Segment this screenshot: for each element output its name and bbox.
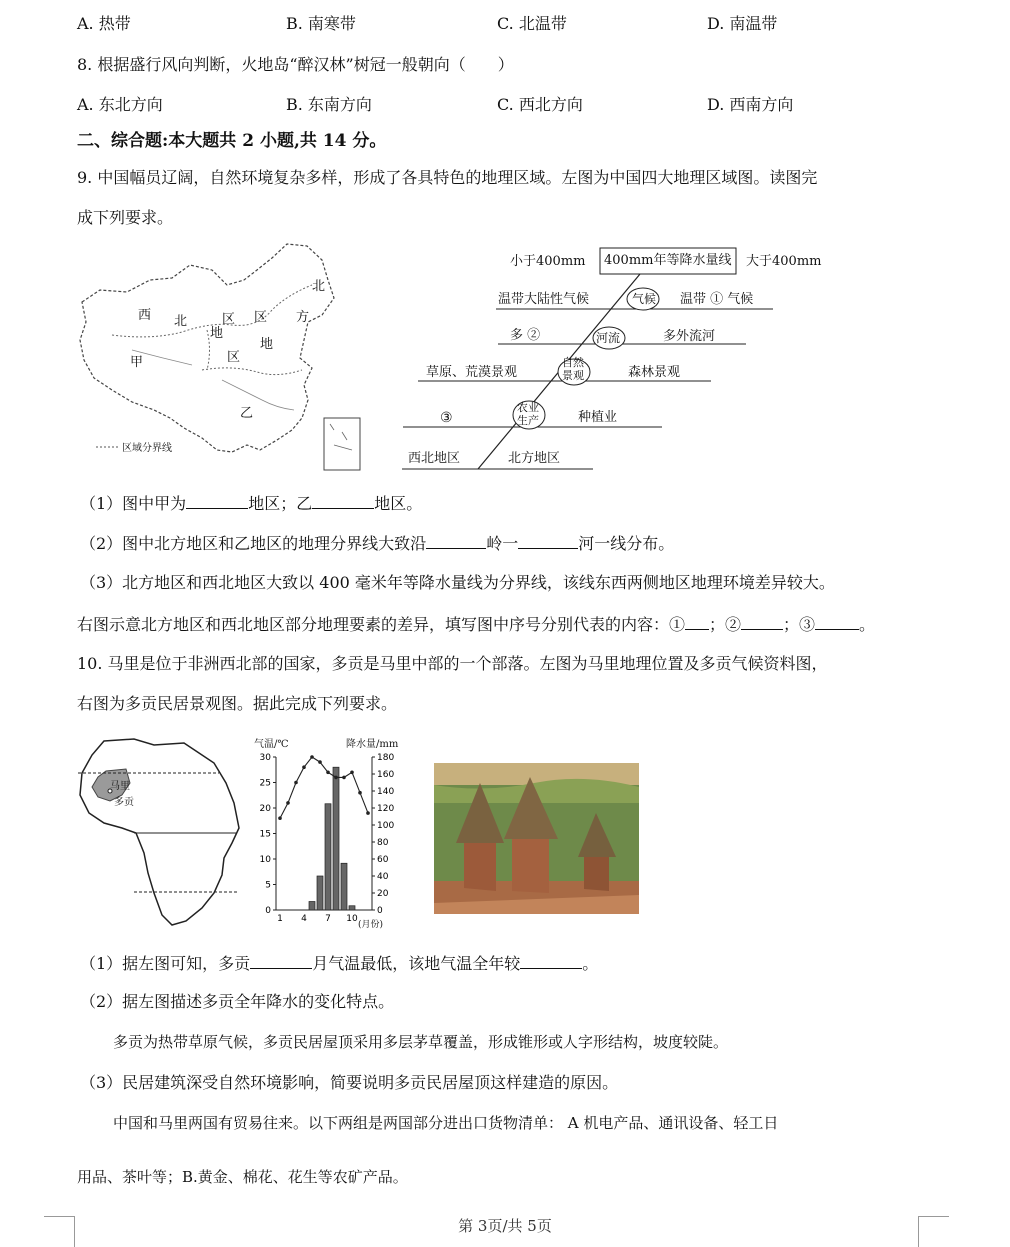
q9-sub3-line1: （3）北方地区和西北地区大致以 400 毫米年等降水量线为分界线，该线东西两侧地区地理环境差异较大。: [80, 573, 835, 592]
diagram-row3-node-1: 自然: [562, 356, 584, 369]
diagram-row3-left: 草原、荒漠景观: [426, 365, 518, 380]
map-label-xi: 西: [138, 308, 152, 323]
right-tick-label: 60: [377, 855, 389, 865]
map-label-bei2: 北: [312, 279, 326, 294]
temperature-point: [342, 776, 346, 780]
q8-option-b: B. 东南方向: [286, 95, 372, 114]
map-legend-label: 区域分界线: [122, 443, 172, 454]
temperature-point: [358, 791, 362, 795]
map-label-qu: 区: [227, 350, 241, 365]
q9-sub1: （1）图中甲为 地区；乙 地区。: [80, 494, 423, 513]
africa-label-dogon: 多贡: [114, 797, 134, 808]
right-tick-label: 140: [377, 787, 395, 797]
q10-text2-line2: 用品、茶叶等；B.黄金、棉花、花生等农矿产品。: [77, 1168, 408, 1186]
precip-bar: [349, 906, 355, 910]
right-tick-label: 180: [377, 753, 395, 763]
map-label-yi: 乙: [240, 406, 254, 421]
right-tick-label: 80: [377, 838, 389, 848]
precip-bar: [325, 804, 331, 910]
diagram-bottom-left: 西北地区: [408, 451, 461, 466]
china-regions-map: [72, 240, 372, 475]
left-tick-label: 20: [259, 804, 271, 814]
map-label-fang: 方: [296, 310, 310, 325]
q7-option-a: A. 热带: [77, 14, 131, 33]
diagram-row3-node-2: 景观: [562, 369, 584, 382]
temperature-point: [334, 776, 338, 780]
temperature-point: [310, 755, 314, 759]
map-label-jia: 甲: [130, 355, 144, 370]
diagram-row2-left: 多 ②: [510, 328, 541, 343]
q10-text2-line1: 中国和马里两国有贸易往来。以下两组是两国部分进出口货物清单： A 机电产品、通讯设备、轻工日: [113, 1114, 779, 1132]
q7-option-b: B. 南寒带: [286, 14, 356, 33]
q9-stem-line2: 成下列要求。: [77, 208, 174, 227]
left-tick-label: 10: [259, 855, 271, 865]
precip-bar: [317, 876, 323, 910]
q8-option-d: D. 西南方向: [707, 95, 794, 114]
q9-sub3-line2: 右图示意北方地区和西北地区部分地理要素的差异，填写图中序号分别代表的内容：① ；② ；③ 。: [77, 615, 876, 634]
q10-stem-line2: 右图为多贡民居景观图。据此完成下列要求。: [77, 694, 398, 713]
diagram-row1-right: 温带 ① 气候: [680, 292, 754, 307]
map-label-di2: 地: [260, 337, 274, 352]
precip-bar: [333, 767, 339, 910]
left-tick-label: 0: [265, 906, 271, 916]
temperature-point: [326, 771, 330, 775]
map-label-qu3: 区: [222, 312, 236, 327]
q8-option-a: A. 东北方向: [77, 95, 163, 114]
chart-ylabel-right: 降水量/mm: [346, 739, 399, 750]
left-tick-label: 30: [259, 753, 271, 763]
map-label-di: 地: [210, 326, 224, 341]
x-tick-label: 7: [325, 914, 331, 924]
q8-option-c: C. 西北方向: [497, 95, 583, 114]
diagram-row2-node: 河流: [596, 331, 621, 345]
precip-bar: [341, 863, 347, 910]
left-tick-label: 15: [259, 829, 271, 840]
diagram-row4-right: 种植业: [578, 410, 618, 425]
diagram-row1-left: 温带大陆性气候: [498, 292, 590, 307]
page-footer: 第 3页/共 5页: [458, 1217, 552, 1235]
x-tick-label: 10: [346, 914, 358, 924]
temperature-point: [350, 771, 354, 775]
diagram-row3-right: 森林景观: [628, 365, 681, 380]
q10-sub3: （3）民居建筑深受自然环境影响，简要说明多贡民居屋顶这样建造的原因。: [80, 1073, 619, 1092]
dogon-houses-photo: [434, 763, 639, 914]
diagram-row4-node-1: 农业: [517, 401, 539, 414]
q10-sub2: （2）据左图描述多贡全年降水的变化特点。: [80, 992, 395, 1011]
north-northwest-diagram: [378, 243, 833, 475]
q9-stem-line1: 9. 中国幅员辽阔，自然环境复杂多样，形成了各具特色的地理区域。左图为中国四大地理区域图。读图完: [77, 168, 818, 187]
q10-text1: 多贡为热带草原气候，多贡民居屋顶采用多层茅草覆盖，形成锥形或人字形结构，坡度较陡。: [113, 1033, 729, 1051]
diagram-row1-node: 气候: [632, 292, 657, 306]
right-tick-label: 0: [377, 906, 383, 916]
chart-plot-frame: [276, 757, 372, 910]
diagram-row4-left: ③: [440, 410, 453, 426]
africa-label-mali: 马里: [110, 781, 130, 792]
temperature-point: [286, 801, 290, 805]
q10-sub1: （1）据左图可知，多贡 月气温最低，该地气温全年较 。: [80, 954, 599, 973]
chart-xlabel: (月份): [358, 920, 384, 930]
x-tick-label: 1: [277, 914, 283, 924]
diagram-top-right: 大于400mm: [746, 254, 822, 269]
temperature-point: [294, 781, 298, 785]
diagram-top-left: 小于400mm: [510, 254, 586, 269]
left-tick-label: 5: [265, 880, 271, 891]
right-tick-label: 100: [377, 821, 395, 831]
climate-chart: [252, 735, 410, 930]
temperature-point: [318, 760, 322, 764]
africa-map: [74, 733, 244, 928]
q8-stem: 8. 根据盛行风向判断，火地岛“醉汉林”树冠一般朝向（ ）: [77, 55, 514, 74]
q9-sub2: （2）图中北方地区和乙地区的地理分界线大致沿 岭一 河一线分布。: [80, 534, 675, 553]
diagram-row2-right: 多外流河: [663, 329, 716, 344]
diagram-bottom-right: 北方地区: [508, 451, 561, 466]
map-label-qu2: 区: [254, 310, 268, 325]
diagram-top-box: 400mm年等降水量线: [604, 253, 732, 268]
temperature-point: [302, 765, 306, 769]
q7-option-c: C. 北温带: [497, 14, 567, 33]
temperature-line: [280, 757, 368, 818]
right-tick-label: 20: [377, 889, 389, 899]
right-tick-label: 40: [377, 872, 389, 882]
right-tick-label: 160: [377, 770, 395, 780]
section-heading: 二、综合题:本大题共 2 小题,共 14 分。: [77, 131, 387, 151]
temperature-point: [278, 816, 282, 820]
precip-bar: [309, 902, 315, 911]
left-tick-label: 25: [259, 778, 271, 789]
q10-stem-line1: 10. 马里是位于非洲西北部的国家，多贡是马里中部的一个部落。左图为马里地理位置及多贡气候资料图，: [77, 654, 828, 673]
diagram-row4-node-2: 生产: [517, 414, 539, 427]
q7-option-d: D. 南温带: [707, 14, 778, 33]
chart-ylabel-left: 气温/℃: [254, 739, 289, 750]
x-tick-label: 4: [301, 914, 307, 924]
right-tick-label: 120: [377, 804, 395, 814]
temperature-point: [366, 811, 370, 815]
map-label-bei: 北: [174, 314, 188, 329]
